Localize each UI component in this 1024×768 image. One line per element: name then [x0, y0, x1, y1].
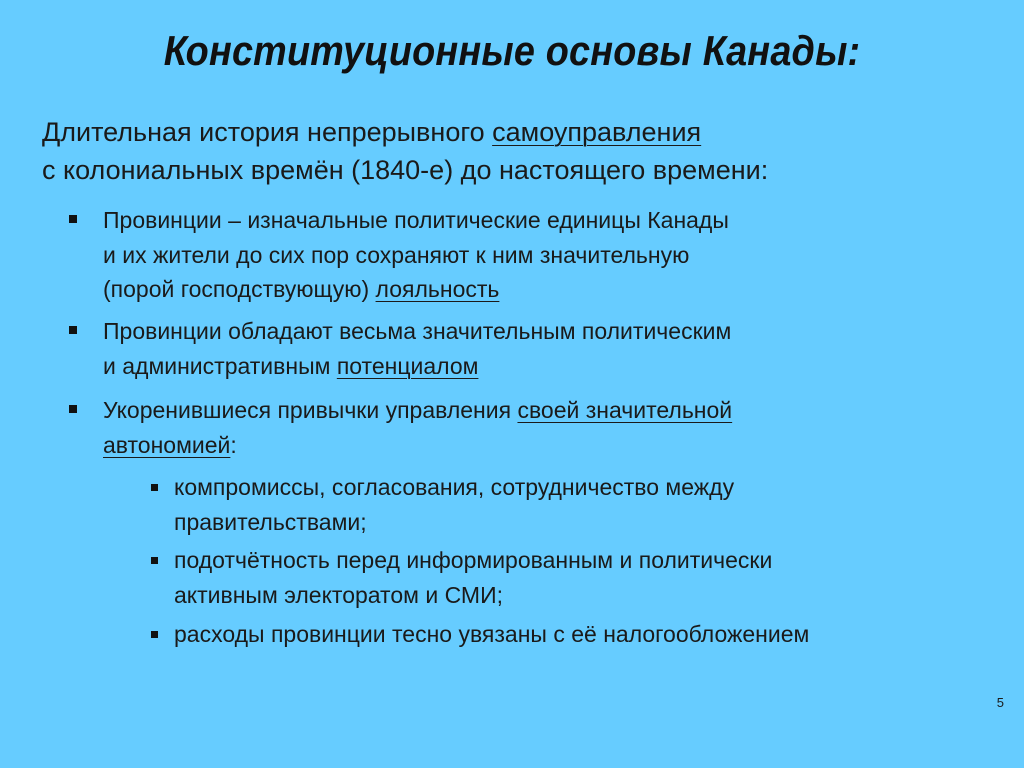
sub-bullet-line: подотчётность перед информированным и политически — [174, 547, 773, 573]
slide-title: Конституционные основы Канады: — [163, 27, 861, 74]
sub-bullet-item — [174, 470, 734, 539]
bullet-item — [103, 314, 731, 383]
square-bullet-icon — [69, 405, 77, 413]
bullet-line: и их жители до сих пор сохраняют к ним значительную — [103, 241, 690, 268]
sub-bullet-item — [174, 543, 772, 612]
bullet-line-text: : — [230, 431, 237, 458]
page-number: 5 — [996, 695, 1004, 710]
sub-bullet-line: расходы провинции тесно увязаны с её налогообложением — [174, 621, 810, 647]
intro-underlined-term: самоуправления — [492, 117, 702, 147]
underlined-term: автономией — [103, 431, 231, 458]
underlined-term: лояльность — [375, 276, 500, 302]
bullet-line-text: (порой господствующую) — [103, 276, 376, 302]
bullet-line — [103, 272, 729, 307]
intro-paragraph — [42, 113, 1002, 189]
bullet-item — [103, 393, 732, 462]
bullet-item — [103, 203, 729, 307]
square-bullet-icon — [151, 484, 158, 491]
sub-bullet-line: компромиссы, согласования, сотрудничество между — [174, 474, 735, 500]
bullet-line: Провинции – изначальные политические единицы Канады — [103, 207, 729, 233]
bullet-line-text: и административным — [103, 352, 337, 379]
bullet-line — [103, 428, 732, 463]
square-bullet-icon — [151, 631, 158, 638]
sub-bullet-line: правительствами; — [174, 508, 367, 535]
intro-line-1 — [42, 113, 1002, 151]
bullet-line-text: Укоренившиеся привычки управления — [103, 397, 518, 423]
bullet-line — [103, 393, 732, 428]
bullet-line: Провинции обладают весьма значительным политическим — [103, 318, 732, 344]
square-bullet-icon — [69, 215, 77, 223]
intro-line-2: с колониальных времён (1840-е) до настоящего времени: — [42, 155, 769, 185]
sub-bullet-item — [174, 617, 809, 652]
underlined-term: своей значительной — [517, 397, 733, 423]
intro-line-1-text: Длительная история непрерывного — [42, 117, 493, 147]
square-bullet-icon — [151, 557, 158, 564]
underlined-term: потенциалом — [336, 352, 479, 379]
bullet-line — [103, 349, 731, 384]
sub-bullet-line: активным электоратом и СМИ; — [174, 581, 503, 608]
square-bullet-icon — [69, 326, 77, 334]
